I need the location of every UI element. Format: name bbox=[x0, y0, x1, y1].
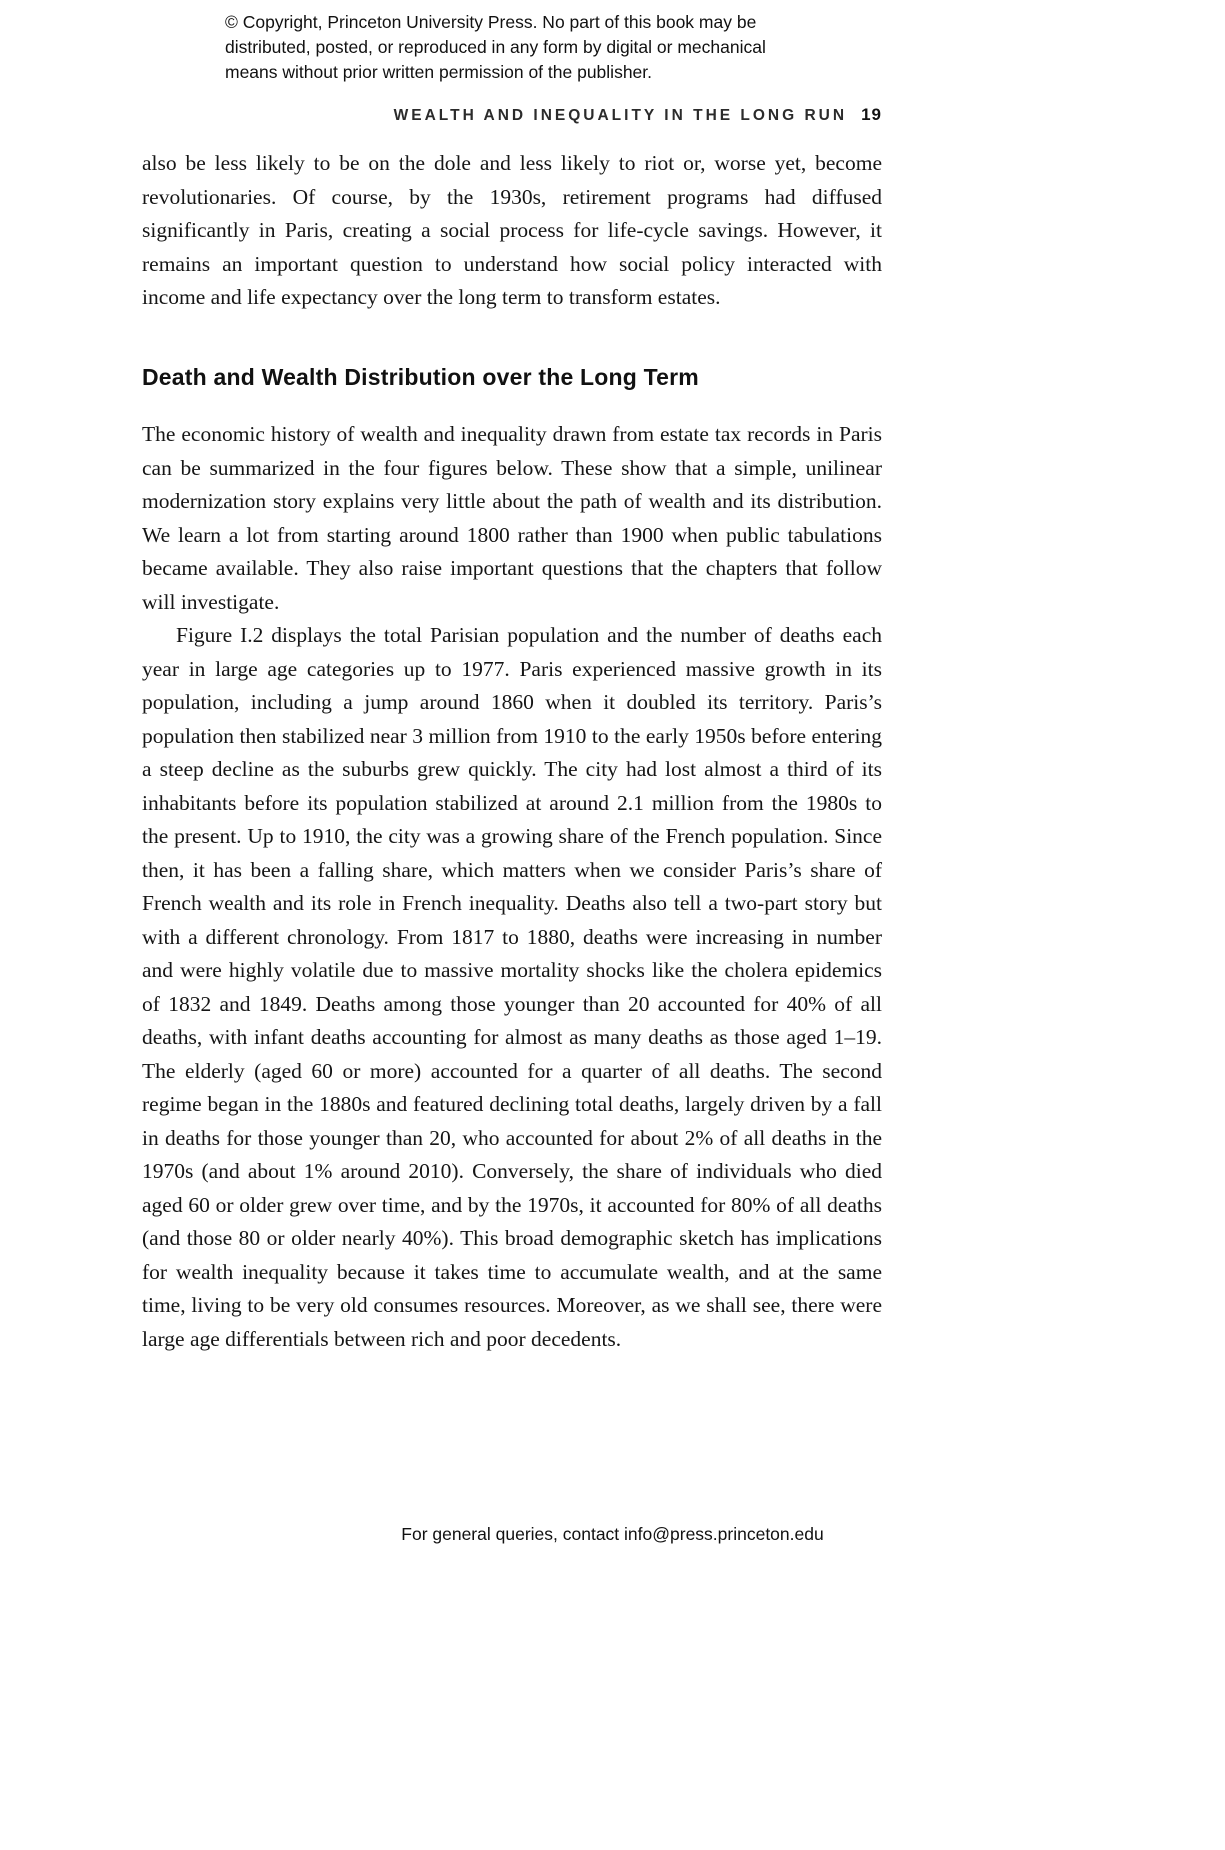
copyright-line: © Copyright, Princeton University Press. No part of this book may be bbox=[225, 12, 757, 32]
copyright-line: distributed, posted, or reproduced in any form by digital or mechanical bbox=[225, 37, 766, 57]
footer-text: For general queries, contact info@press.princeton.edu bbox=[401, 1524, 824, 1544]
section-heading: Death and Wealth Distribution over the Long Term bbox=[142, 363, 699, 390]
page-number: 19 bbox=[861, 105, 882, 124]
body-text bbox=[142, 147, 882, 1356]
copyright-notice bbox=[225, 10, 825, 85]
paragraph: also be less likely to be on the dole and less likely to riot or, worse yet, become revolutionaries. Of course, by the 1930s, retirement programs had diffused significantly in Paris, creating a social process for life-cycle savings. However, it remains an important question to understand how social policy interacted with income and life expectancy over the long term to transform estates. bbox=[142, 151, 882, 309]
paragraph: Figure I.2 displays the total Parisian population and the number of deaths each year in large age categories up to 1977. Paris experienced massive growth in its population, including a jump around 1860 when it doubled its territory. Paris’s population then stabilized near 3 million from 1910 to the early 1950s before entering a steep decline as the suburbs grew quickly. The city had lost almost a third of its inhabitants before its population stabilized at around 2.1 million from the 1980s to the present. Up to 1910, the city was a growing share of the French population. Since then, it has been a falling share, which matters when we consider Paris’s share of French wealth and its role in French inequality. Deaths also tell a two-part story but with a different chronology. From 1817 to 1880, deaths were increasing in number and were highly volatile due to massive mortality shocks like the cholera epidemics of 1832 and 1849. Deaths among those younger than 20 accounted for 40% of all deaths, with infant deaths accounting for almost as many deaths as those aged 1–19. The elderly (aged 60 or more) accounted for a quarter of all deaths. The second regime began in the 1880s and featured declining total deaths, largely driven by a fall in deaths for those younger than 20, who accounted for about 2% of all deaths in the 1970s (and about 1% around 2010). Conversely, the share of individuals who died aged 60 or older grew over time, and by the 1970s, it accounted for 80% of all deaths (and those 80 or older nearly 40%). This broad demographic sketch has implications for wealth inequality because it takes time to accumulate wealth, and at the same time, living to be very old consumes resources. Moreover, as we shall see, there were large age differentials between rich and poor decedents. bbox=[142, 623, 882, 1351]
running-head-title: WEALTH AND INEQUALITY IN THE LONG RUN bbox=[393, 107, 848, 124]
paragraph: The economic history of wealth and inequality drawn from estate tax records in Paris can be summarized in the four figures below. These show that a simple, unilinear modernization story explains very little about the path of wealth and its distribution. We learn a lot from starting around 1800 rather than 1900 when public tabulations became available. They also raise important questions that the chapters that follow will investigate. bbox=[142, 422, 882, 614]
copyright-line: means without prior written permission of the publisher. bbox=[225, 62, 653, 82]
running-head bbox=[142, 105, 882, 125]
